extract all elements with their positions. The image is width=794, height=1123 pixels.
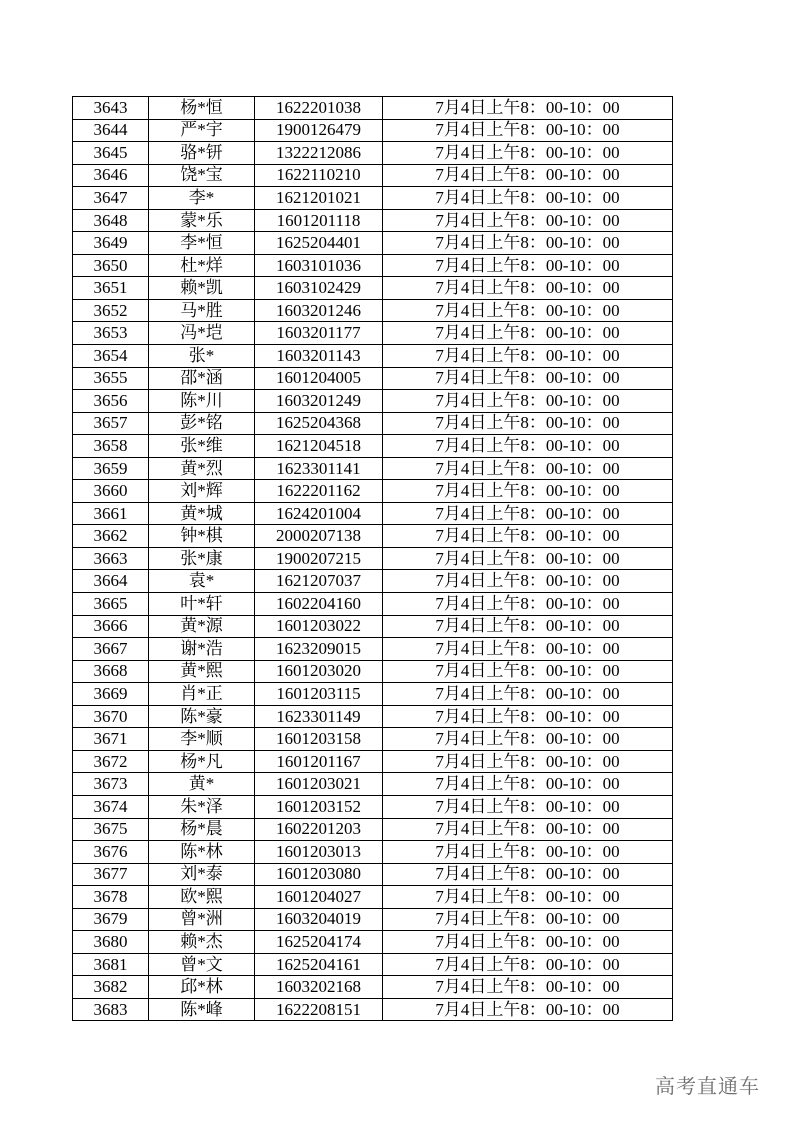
- roster-table: [72, 96, 673, 1021]
- exam-time-cell: 7月4日上午8：00-10：00: [383, 187, 673, 210]
- exam-time-cell: 7月4日上午8：00-10：00: [383, 164, 673, 187]
- table-row: [73, 232, 673, 255]
- row-number-cell: 3674: [73, 795, 149, 818]
- table-row: [73, 299, 673, 322]
- student-id-cell: 1622201038: [255, 97, 383, 120]
- table-row: [73, 277, 673, 300]
- name-cell: 严*宇: [149, 119, 255, 142]
- exam-time-cell: 7月4日上午8：00-10：00: [383, 570, 673, 593]
- row-number-cell: 3657: [73, 412, 149, 435]
- student-id-cell: 2000207138: [255, 525, 383, 548]
- exam-time-cell: 7月4日上午8：00-10：00: [383, 931, 673, 954]
- row-number-cell: 3665: [73, 593, 149, 616]
- student-id-cell: 1322212086: [255, 142, 383, 165]
- table-row: [73, 322, 673, 345]
- row-number-cell: 3648: [73, 209, 149, 232]
- row-number-cell: 3682: [73, 976, 149, 999]
- table-row: [73, 457, 673, 480]
- student-id-cell: 1601203158: [255, 728, 383, 751]
- name-cell: 李*: [149, 187, 255, 210]
- exam-time-cell: 7月4日上午8：00-10：00: [383, 254, 673, 277]
- name-cell: 邵*涵: [149, 367, 255, 390]
- exam-time-cell: 7月4日上午8：00-10：00: [383, 435, 673, 458]
- student-id-cell: 1625204401: [255, 232, 383, 255]
- exam-time-cell: 7月4日上午8：00-10：00: [383, 209, 673, 232]
- name-cell: 曾*洲: [149, 908, 255, 931]
- exam-time-cell: 7月4日上午8：00-10：00: [383, 322, 673, 345]
- name-cell: 袁*: [149, 570, 255, 593]
- table-row: [73, 976, 673, 999]
- exam-time-cell: 7月4日上午8：00-10：00: [383, 97, 673, 120]
- table-row: [73, 660, 673, 683]
- name-cell: 张*康: [149, 547, 255, 570]
- student-id-cell: 1625204161: [255, 953, 383, 976]
- table-row: [73, 728, 673, 751]
- row-number-cell: 3671: [73, 728, 149, 751]
- row-number-cell: 3662: [73, 525, 149, 548]
- table-row: [73, 908, 673, 931]
- name-cell: 黄*烈: [149, 457, 255, 480]
- row-number-cell: 3643: [73, 97, 149, 120]
- exam-time-cell: 7月4日上午8：00-10：00: [383, 615, 673, 638]
- exam-time-cell: 7月4日上午8：00-10：00: [383, 525, 673, 548]
- table-row: [73, 886, 673, 909]
- student-id-cell: 1621204518: [255, 435, 383, 458]
- exam-time-cell: 7月4日上午8：00-10：00: [383, 547, 673, 570]
- table-row: [73, 593, 673, 616]
- row-number-cell: 3659: [73, 457, 149, 480]
- exam-time-cell: 7月4日上午8：00-10：00: [383, 232, 673, 255]
- name-cell: 赖*凯: [149, 277, 255, 300]
- student-id-cell: 1900207215: [255, 547, 383, 570]
- name-cell: 张*: [149, 345, 255, 368]
- student-id-cell: 1900126479: [255, 119, 383, 142]
- name-cell: 蒙*乐: [149, 209, 255, 232]
- exam-time-cell: 7月4日上午8：00-10：00: [383, 728, 673, 751]
- row-number-cell: 3644: [73, 119, 149, 142]
- row-number-cell: 3678: [73, 886, 149, 909]
- name-cell: 饶*宝: [149, 164, 255, 187]
- name-cell: 黄*熙: [149, 660, 255, 683]
- table-row: [73, 254, 673, 277]
- name-cell: 杨*晨: [149, 818, 255, 841]
- exam-time-cell: 7月4日上午8：00-10：00: [383, 277, 673, 300]
- row-number-cell: 3679: [73, 908, 149, 931]
- name-cell: 刘*辉: [149, 480, 255, 503]
- table-row: [73, 345, 673, 368]
- table-row: [73, 931, 673, 954]
- student-id-cell: 1603202168: [255, 976, 383, 999]
- row-number-cell: 3647: [73, 187, 149, 210]
- student-id-cell: 1603201143: [255, 345, 383, 368]
- name-cell: 谢*浩: [149, 638, 255, 661]
- student-id-cell: 1601203152: [255, 795, 383, 818]
- roster-body: [73, 97, 673, 1021]
- student-id-cell: 1601204027: [255, 886, 383, 909]
- student-id-cell: 1601203022: [255, 615, 383, 638]
- row-number-cell: 3681: [73, 953, 149, 976]
- table-row: [73, 953, 673, 976]
- name-cell: 叶*轩: [149, 593, 255, 616]
- table-row: [73, 97, 673, 120]
- student-id-cell: 1625204368: [255, 412, 383, 435]
- row-number-cell: 3672: [73, 750, 149, 773]
- name-cell: 黄*城: [149, 502, 255, 525]
- exam-time-cell: 7月4日上午8：00-10：00: [383, 367, 673, 390]
- name-cell: 肖*正: [149, 683, 255, 706]
- exam-time-cell: 7月4日上午8：00-10：00: [383, 299, 673, 322]
- name-cell: 邱*林: [149, 976, 255, 999]
- table-row: [73, 142, 673, 165]
- table-row: [73, 683, 673, 706]
- table-row: [73, 998, 673, 1021]
- table-row: [73, 570, 673, 593]
- row-number-cell: 3660: [73, 480, 149, 503]
- name-cell: 赖*杰: [149, 931, 255, 954]
- exam-time-cell: 7月4日上午8：00-10：00: [383, 660, 673, 683]
- exam-time-cell: 7月4日上午8：00-10：00: [383, 908, 673, 931]
- table-row: [73, 502, 673, 525]
- name-cell: 杜*烊: [149, 254, 255, 277]
- row-number-cell: 3652: [73, 299, 149, 322]
- table-row: [73, 367, 673, 390]
- student-id-cell: 1602201203: [255, 818, 383, 841]
- name-cell: 杨*恒: [149, 97, 255, 120]
- table-row: [73, 863, 673, 886]
- exam-time-cell: 7月4日上午8：00-10：00: [383, 841, 673, 864]
- table-row: [73, 638, 673, 661]
- table-row: [73, 525, 673, 548]
- table-row: [73, 615, 673, 638]
- exam-time-cell: 7月4日上午8：00-10：00: [383, 886, 673, 909]
- name-cell: 刘*泰: [149, 863, 255, 886]
- row-number-cell: 3664: [73, 570, 149, 593]
- row-number-cell: 3667: [73, 638, 149, 661]
- row-number-cell: 3680: [73, 931, 149, 954]
- name-cell: 陈*豪: [149, 705, 255, 728]
- name-cell: 彭*铭: [149, 412, 255, 435]
- student-id-cell: 1623209015: [255, 638, 383, 661]
- student-id-cell: 1603204019: [255, 908, 383, 931]
- row-number-cell: 3655: [73, 367, 149, 390]
- student-id-cell: 1622201162: [255, 480, 383, 503]
- exam-time-cell: 7月4日上午8：00-10：00: [383, 480, 673, 503]
- table-row: [73, 209, 673, 232]
- student-id-cell: 1601203013: [255, 841, 383, 864]
- student-id-cell: 1623301141: [255, 457, 383, 480]
- table-row: [73, 750, 673, 773]
- row-number-cell: 3653: [73, 322, 149, 345]
- name-cell: 钟*棋: [149, 525, 255, 548]
- exam-time-cell: 7月4日上午8：00-10：00: [383, 390, 673, 413]
- name-cell: 李*顺: [149, 728, 255, 751]
- student-id-cell: 1624201004: [255, 502, 383, 525]
- student-id-cell: 1623301149: [255, 705, 383, 728]
- table-row: [73, 818, 673, 841]
- student-id-cell: 1621207037: [255, 570, 383, 593]
- student-id-cell: 1603102429: [255, 277, 383, 300]
- row-number-cell: 3656: [73, 390, 149, 413]
- exam-time-cell: 7月4日上午8：00-10：00: [383, 976, 673, 999]
- row-number-cell: 3651: [73, 277, 149, 300]
- table-row: [73, 119, 673, 142]
- exam-time-cell: 7月4日上午8：00-10：00: [383, 998, 673, 1021]
- row-number-cell: 3661: [73, 502, 149, 525]
- student-id-cell: 1603201177: [255, 322, 383, 345]
- row-number-cell: 3668: [73, 660, 149, 683]
- row-number-cell: 3650: [73, 254, 149, 277]
- row-number-cell: 3669: [73, 683, 149, 706]
- exam-time-cell: 7月4日上午8：00-10：00: [383, 683, 673, 706]
- table-row: [73, 795, 673, 818]
- row-number-cell: 3658: [73, 435, 149, 458]
- table-row: [73, 164, 673, 187]
- student-id-cell: 1601201118: [255, 209, 383, 232]
- exam-time-cell: 7月4日上午8：00-10：00: [383, 502, 673, 525]
- exam-time-cell: 7月4日上午8：00-10：00: [383, 412, 673, 435]
- exam-time-cell: 7月4日上午8：00-10：00: [383, 773, 673, 796]
- student-id-cell: 1603201246: [255, 299, 383, 322]
- exam-time-cell: 7月4日上午8：00-10：00: [383, 750, 673, 773]
- student-id-cell: 1601203080: [255, 863, 383, 886]
- student-id-cell: 1601203020: [255, 660, 383, 683]
- name-cell: 张*维: [149, 435, 255, 458]
- student-id-cell: 1601201167: [255, 750, 383, 773]
- row-number-cell: 3676: [73, 841, 149, 864]
- row-number-cell: 3675: [73, 818, 149, 841]
- row-number-cell: 3666: [73, 615, 149, 638]
- exam-time-cell: 7月4日上午8：00-10：00: [383, 953, 673, 976]
- student-id-cell: 1621201021: [255, 187, 383, 210]
- table-row: [73, 187, 673, 210]
- table-row: [73, 705, 673, 728]
- name-cell: 李*恒: [149, 232, 255, 255]
- table-row: [73, 841, 673, 864]
- student-id-cell: 1622208151: [255, 998, 383, 1021]
- exam-time-cell: 7月4日上午8：00-10：00: [383, 119, 673, 142]
- row-number-cell: 3677: [73, 863, 149, 886]
- exam-time-cell: 7月4日上午8：00-10：00: [383, 142, 673, 165]
- watermark-text: 高考直通车: [655, 1074, 760, 1098]
- exam-time-cell: 7月4日上午8：00-10：00: [383, 638, 673, 661]
- table-row: [73, 435, 673, 458]
- row-number-cell: 3663: [73, 547, 149, 570]
- table-row: [73, 412, 673, 435]
- name-cell: 马*胜: [149, 299, 255, 322]
- table-row: [73, 547, 673, 570]
- name-cell: 欧*熙: [149, 886, 255, 909]
- student-id-cell: 1625204174: [255, 931, 383, 954]
- name-cell: 曾*文: [149, 953, 255, 976]
- student-id-cell: 1601203021: [255, 773, 383, 796]
- row-number-cell: 3649: [73, 232, 149, 255]
- name-cell: 骆*钘: [149, 142, 255, 165]
- table-row: [73, 773, 673, 796]
- row-number-cell: 3673: [73, 773, 149, 796]
- student-id-cell: 1601203115: [255, 683, 383, 706]
- table-row: [73, 480, 673, 503]
- exam-time-cell: 7月4日上午8：00-10：00: [383, 705, 673, 728]
- row-number-cell: 3670: [73, 705, 149, 728]
- exam-time-cell: 7月4日上午8：00-10：00: [383, 818, 673, 841]
- row-number-cell: 3645: [73, 142, 149, 165]
- name-cell: 陈*峰: [149, 998, 255, 1021]
- exam-time-cell: 7月4日上午8：00-10：00: [383, 795, 673, 818]
- student-id-cell: 1601204005: [255, 367, 383, 390]
- student-id-cell: 1622110210: [255, 164, 383, 187]
- student-id-cell: 1603201249: [255, 390, 383, 413]
- exam-time-cell: 7月4日上午8：00-10：00: [383, 457, 673, 480]
- name-cell: 冯*垲: [149, 322, 255, 345]
- row-number-cell: 3646: [73, 164, 149, 187]
- name-cell: 陈*川: [149, 390, 255, 413]
- name-cell: 杨*凡: [149, 750, 255, 773]
- name-cell: 黄*: [149, 773, 255, 796]
- exam-time-cell: 7月4日上午8：00-10：00: [383, 863, 673, 886]
- row-number-cell: 3654: [73, 345, 149, 368]
- exam-time-cell: 7月4日上午8：00-10：00: [383, 593, 673, 616]
- student-id-cell: 1603101036: [255, 254, 383, 277]
- table-row: [73, 390, 673, 413]
- name-cell: 朱*泽: [149, 795, 255, 818]
- row-number-cell: 3683: [73, 998, 149, 1021]
- student-id-cell: 1602204160: [255, 593, 383, 616]
- name-cell: 陈*林: [149, 841, 255, 864]
- exam-time-cell: 7月4日上午8：00-10：00: [383, 345, 673, 368]
- name-cell: 黄*源: [149, 615, 255, 638]
